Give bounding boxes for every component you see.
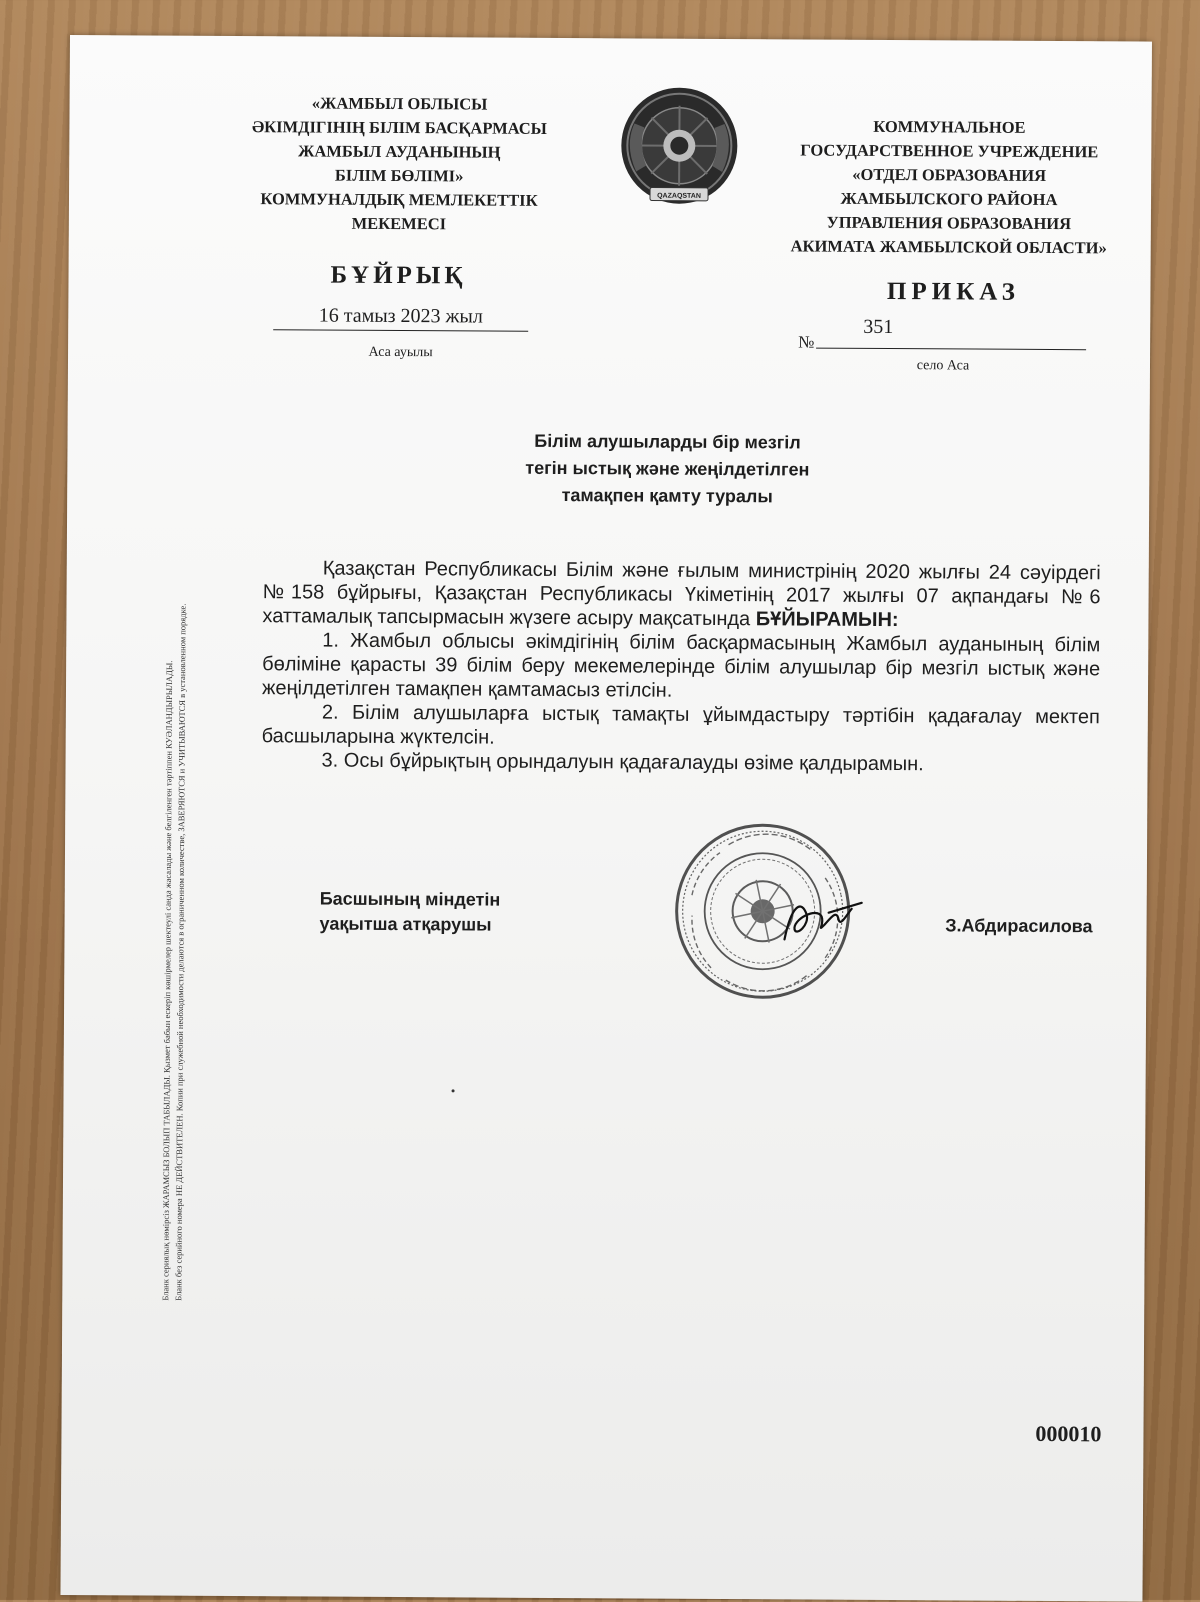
header-line: КОММУНАЛЬНОЕ — [779, 114, 1119, 140]
order-subject — [467, 427, 867, 510]
paper-speck — [452, 1089, 455, 1092]
blank-security-note — [159, 351, 191, 1301]
subject-line: тегін ыстық және жеңілдетілген — [467, 454, 867, 483]
header-line: БІЛІМ БӨЛІМІ» — [239, 163, 559, 189]
signer-role — [319, 887, 579, 939]
order-word: БҰЙЫРАМЫН: — [756, 608, 899, 631]
order-place-ru: село Аса — [888, 358, 998, 375]
header-left-kz — [239, 91, 560, 237]
header-line: ЖАМБЫЛСКОГО РАЙОНА — [779, 186, 1119, 212]
subject-line: Білім алушыларды бір мезгіл — [467, 427, 867, 456]
order-title-ru: ПРИКАЗ — [873, 278, 1033, 307]
kazakhstan-state-emblem-icon — [614, 83, 745, 214]
side-note-line: Бланк без серийного номера НЕ ДЕЙСТВИТЕЛЕН. Копии при служебной необходимости делаются в ограниченном количестве, ЗАВЕРЯЮТСЯ и УЧИТЫВАЮТСЯ в установленном порядке. — [172, 351, 191, 1301]
preamble-text: Қазақстан Республикасы Білім және ғылым министрінің 2020 жылғы 24 сәуірдегі №158 бұйрығы, Қазақстан Республикасы Үкіметінің 2017 жылғы 07 ақпандағы №6 хаттамалық тапсырмасын жүзеге асыру мақсатында — [262, 558, 1100, 631]
order-item: 2. Білім алушыларға ыстық тамақты ұйымдастыру тәртібін қадағалау мектеп басшыларына жүктелсін. — [262, 700, 1100, 753]
header-line: «ЖАМБЫЛ ОБЛЫСЫ — [240, 91, 560, 117]
order-number-sign: № — [798, 332, 814, 352]
signer-role-line: уақытша атқарушы — [319, 912, 579, 939]
preamble-paragraph — [262, 556, 1100, 633]
order-item: 3. Осы бұйрықтың орындалуын қадағалауды өзіме қалдырамын. — [262, 748, 1100, 777]
serial-number: 000010 — [1001, 1421, 1101, 1448]
order-body — [262, 556, 1101, 777]
side-note-line: Бланк сериялық нөмірсіз ЖАРАМСЫЗ БОЛЫП ТАБЫЛАДЫ. Қызмет бабын ескеріп көшірмелер шектеулі санда жасалады және белгіленген тәртіппен КУӘЛАНДЫРЫЛАДЫ. — [159, 351, 178, 1301]
header-line: ӘКІМДІГІНІҢ БІЛІМ БАСҚАРМАСЫ — [239, 115, 559, 141]
handwritten-signature-icon — [776, 894, 866, 950]
order-date: 16 тамыз 2023 жыл — [273, 304, 528, 332]
header-line: «ОТДЕЛ ОБРАЗОВАНИЯ — [779, 162, 1119, 188]
header-line: ЖАМБЫЛ АУДАНЫНЫҢ — [239, 139, 559, 165]
header-line: АКИМАТА ЖАМБЫЛСКОЙ ОБЛАСТИ» — [779, 234, 1119, 260]
emblem-text: QAZAQSTAN — [657, 193, 701, 200]
header-right-ru — [779, 114, 1120, 260]
order-number: 351 — [863, 316, 893, 339]
header-line: КОММУНАЛДЫҚ МЕМЛЕКЕТТІК — [239, 187, 559, 213]
header-line: МЕКЕМЕСІ — [239, 211, 559, 237]
subject-line: тамақпен қамту туралы — [467, 481, 867, 510]
order-title-kz: БҰЙРЫҚ — [323, 262, 473, 291]
header-line: УПРАВЛЕНИЯ ОБРАЗОВАНИЯ — [779, 210, 1119, 236]
signer-name: З.Абдирасилова — [893, 915, 1093, 937]
order-number-line — [816, 318, 1086, 351]
header-line: ГОСУДАРСТВЕННОЕ УЧРЕЖДЕНИЕ — [779, 138, 1119, 164]
signer-role-line: Басшының міндетін — [320, 887, 580, 914]
order-place-kz: Аса ауылы — [273, 344, 528, 362]
order-item: 1. Жамбыл облысы әкімдігінің білім басқармасының Жамбыл ауданының білім бөліміне қарасты 39 білім беру мекемелерінде білім алушылар бір мезгіл ыстық және жеңілдетілген тамақпен қамтамасыз етілсін. — [262, 628, 1100, 705]
document-sheet — [60, 35, 1152, 1602]
